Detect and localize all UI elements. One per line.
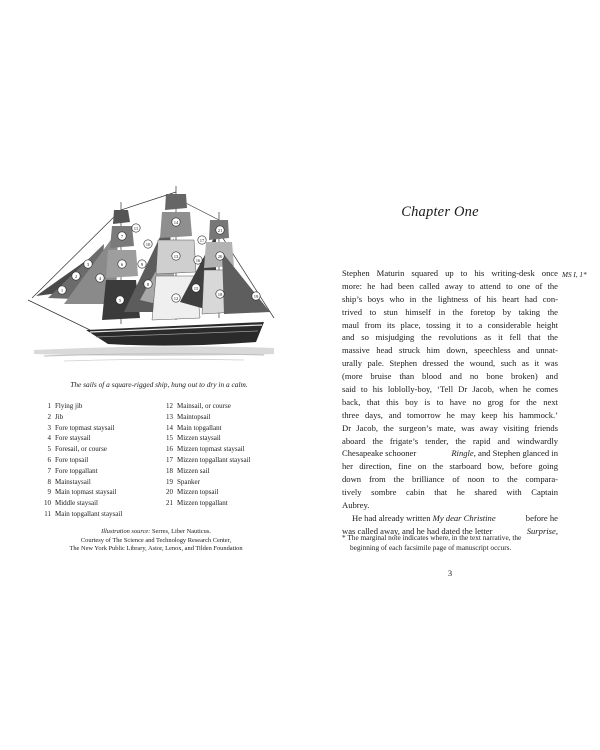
legend-number: 21 [166,499,173,508]
legend-number: 15 [166,434,173,443]
legend-label: Mizzen topgallant staysail [177,455,251,464]
legend-item [40,433,165,444]
text-run [352,512,496,525]
legend-label: Flying jib [55,402,83,410]
illustration-source [30,528,282,554]
sail-marker [144,280,152,288]
sail-marker [198,236,206,244]
legend-number: 16 [166,445,173,454]
legend-number: 19 [166,477,173,486]
text-line [342,512,558,525]
sail-marker-number: 5 [118,297,122,303]
legend-item [162,433,292,444]
sail-marker-number: 18 [217,291,223,297]
legend-item [162,498,292,509]
sail-marker [118,232,126,240]
text-run-italic: Ringle [451,448,474,459]
margin-note: MS I, 1* [562,271,587,279]
sail-marker [138,260,146,268]
ship-illustration [24,172,286,372]
legend-number: 17 [166,455,173,464]
left-page [0,0,295,750]
legend-label: Foresail, or course [55,445,107,454]
text-line: three days, and tomorrow he may keep his hammock.’ [342,409,558,420]
legend-column-2 [162,401,292,509]
sail-marker-number: 17 [199,237,205,243]
legend-label: Mizzen topmast staysail [177,445,245,454]
sail-marker-number: 2 [74,273,78,279]
page-number: 3 [447,568,453,578]
sail-marker [192,284,200,292]
footnote-line: beginning of each facsimile page of manuscript occurs. [350,543,512,552]
legend-number: 9 [47,488,51,497]
chapter-body-text [342,267,558,538]
legend-label: Middle staysail [55,499,98,508]
text-line: massive head struck him down, speechless and unnat- [342,345,558,356]
sail-marker [252,292,260,300]
legend-label: Mizzen staysail [177,434,221,443]
sail-marker-number: 3 [86,261,90,267]
sail-marker [216,290,224,298]
legend-number: 1 [47,402,51,410]
legend-number: 6 [47,455,51,464]
sail-marker-number: 19 [253,293,259,299]
sail-marker-number: 11 [133,225,139,231]
sail-marker [84,260,92,268]
source-line-3: The New York Public Library, Astor, Lenox, and Tilden Foundation [69,545,243,553]
sail-marker-number: 15 [193,285,199,291]
italic-ship-name [451,447,558,460]
sail-marker [216,252,224,260]
sail-marker [172,294,180,302]
sail-marker-number: 8 [146,281,150,287]
legend-number: 18 [166,466,173,475]
text-line: aboard the frigate’s tender, the rapid and windwardly [342,435,558,446]
sail-marker [96,274,104,282]
sail-marker [172,218,180,226]
sail-marker-number: 14 [173,219,179,225]
text-line: Aubrey. [342,500,370,511]
legend-number: 2 [47,412,51,421]
text-line: said to his loblolly-boy, ‘Tell Dr Jacob, when he comes [342,384,558,395]
sail-marker-number: 9 [140,261,144,267]
legend-item [40,412,165,423]
legend-label: Spanker [177,477,200,486]
sail-marker [132,224,140,232]
sail-marker-number: 6 [120,261,124,267]
source-line-2: Courtesy of The Science and Technology Research Center, [80,536,232,544]
sail-marker-number: 21 [217,227,223,233]
legend-label: Mizzen sail [177,466,210,475]
text-line: Dr Jacob, the surgeon’s mate, was away visiting friends [342,422,558,433]
sail-marker [116,296,124,304]
legend-label: Main topmast staysail [55,488,117,497]
footnote-line: * The marginal note indicates where, in the text narrative, the [342,533,522,542]
legend-item [40,423,165,434]
text-line: more: he had been called away to attend to one of the [342,280,558,291]
legend-number: 8 [47,477,51,486]
sail-marker [58,286,66,294]
right-page [300,0,600,750]
text-run-italic: My dear Christine [432,512,496,523]
footnote [342,533,560,553]
legend-item [162,423,292,434]
sail-marker-number: 13 [173,253,179,259]
text-run: before he [523,512,558,523]
source-line-1 [30,528,282,537]
text-line: and so misjudging the revolutions as it fell that the [342,332,558,343]
legend-label: Mizzen topsail [177,488,219,497]
source-title: Serres, Liber Nauticus. [151,528,211,535]
legend-item [40,455,165,466]
legend-number: 5 [47,445,51,454]
legend-label: Maintopsail [177,412,211,421]
legend-item [40,498,165,509]
legend-number: 4 [47,434,51,443]
legend-item [162,455,292,466]
legend-item [40,477,165,488]
legend-label: Fore topgallant [55,466,98,475]
legend-label: Fore staysail [55,434,91,443]
legend-label: Mainstaysail [55,477,91,486]
legend-column-1 [40,401,165,520]
legend-item [162,444,292,455]
legend-label: Jib [55,412,64,421]
figure-caption: The sails of a square-rigged ship, hung out to dry in a calm. [70,380,248,389]
source-label: Illustration source: [101,528,151,535]
sail-marker [72,272,80,280]
legend-number: 12 [166,402,173,410]
sail-marker [144,240,152,248]
sea [34,346,274,361]
text-run: , and Stephen glanced in [473,448,558,459]
sail-marker [118,260,126,268]
legend-number: 11 [44,509,51,518]
legend-number: 14 [166,423,173,432]
legend-item [40,466,165,477]
legend-label: Mizzen topgallant [177,499,228,508]
legend-number: 20 [166,488,173,497]
text-line: (more bruise than blood and no bone broken) and [342,371,558,382]
legend-item [40,487,165,498]
text-line: Stephen Maturin squared up to his writing-desk once [342,268,558,278]
text-line [342,447,558,460]
text-run: , [555,525,558,536]
sail-marker-number: 4 [98,275,102,281]
sail-marker-number: 10 [145,241,151,247]
legend-label: Mainsail, or course [177,402,231,410]
sail-marker-number: 1 [60,287,64,293]
legend-number: 7 [47,466,51,475]
legend-item [162,466,292,477]
legend-label: Fore topmast staysail [55,423,115,432]
ship-hull [86,322,264,346]
sail-marker [216,226,224,234]
legend-item [162,401,292,412]
legend-label: Main topgallant staysail [55,509,123,518]
sail-marker-number: 16 [195,257,201,263]
legend-item [162,487,292,498]
text-line: ship’s boys who in the lightness of his heart had con- [342,293,558,304]
legend-label: Fore topsail [55,455,89,464]
legend-item [40,444,165,455]
legend-item [162,412,292,423]
sail-marker [194,256,202,264]
legend-item [40,509,165,520]
text-line: maul from its place, tossing it to a considerable height [342,319,558,330]
text-run: was called away, and he had dated the letter [342,525,495,536]
text-run: Chesapeake schooner [342,448,419,459]
legend-number: 13 [166,412,173,421]
text-line: tively sombre cabin that he shared with Captain [342,487,558,498]
text-run: He had already written [352,512,433,523]
sail-marker-number: 12 [173,295,179,301]
chapter-title: Chapter One [401,204,479,220]
sail-marker-number: 20 [217,253,223,259]
text-run-italic: Surprise [526,525,556,536]
text-line: her direction, fine on the starboard bow, before going [342,461,558,472]
legend-item [162,477,292,488]
sail-marker-number: 7 [120,233,124,239]
text-line: urally pale. Stephen dressed the wound, such as it was [342,358,558,369]
legend-number: 10 [44,499,51,508]
legend-label: Main topgallant [177,423,222,432]
legend-item [40,401,165,412]
text-line: down from the brilliance of noon to the compara- [342,474,558,485]
text-line: back, that this boy is to have no grog for the next [342,396,558,407]
text-line: trived to stun himself in the foretop by taking the [342,306,558,317]
legend-number: 3 [47,423,51,432]
sail-marker [172,252,180,260]
